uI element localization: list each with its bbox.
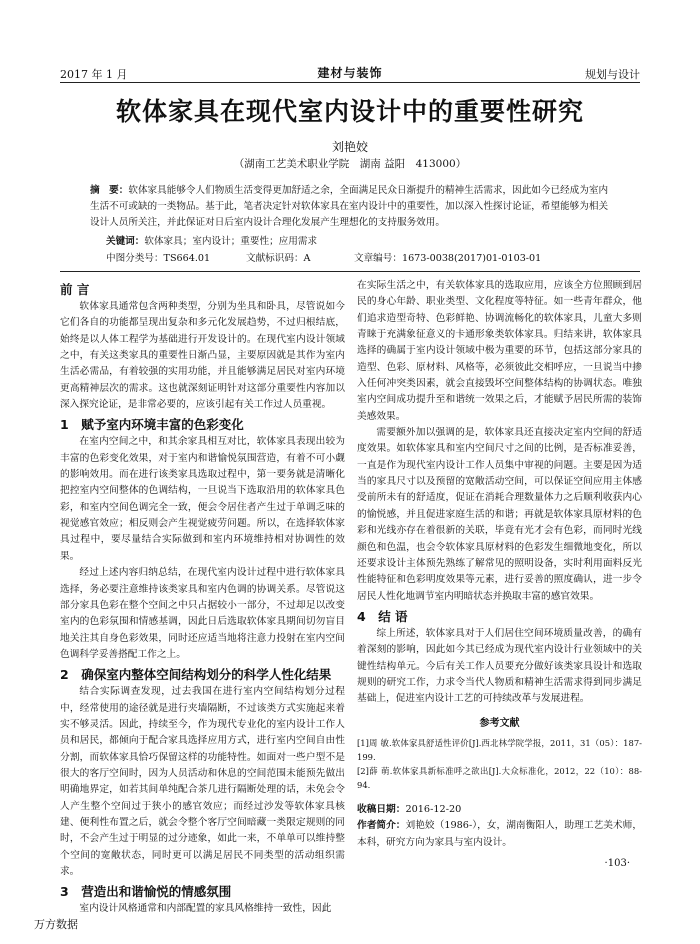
conclusion-paragraph: 综上所述，软体家具对于人们居住空间环境质量改善，的确有着深刻的影响，因此如今其已经成为现代室内设计行业领域中的关键性结构单元。今后有关工作人员要充分做好该类家具设计和选取规则的研究工作，力求令当代人物质和精神生活需求得到同步满足基础上，促进室内设计工艺的可持续改革与发展进程。 bbox=[357, 627, 642, 705]
intro-paragraph: 软体家具通常包含两种类型，分别为坐具和卧具，尽管说如今它们各自的功能都呈现出复杂和多元化发展趋势，不过归根结底，始终是以人体工程学为基础进行开发设计的。在现代室内设计领域之中，有关这类家具的重要性日渐凸显，主要原因就是其作为室内生活必需品，有着较强的实用功能，并且能够满足居民对室内环境更高精神层次的需求。这也就深刻证明针对这部分重要性内容加以深入探究论证，是非常必要的，应该引起有关工作过人员重视。 bbox=[60, 301, 345, 411]
affiliation: （湖南工艺美术职业学院 湖南 益阳 413000） bbox=[233, 158, 467, 170]
footer-watermark: 万方数据 bbox=[34, 918, 78, 931]
body-paragraph: 需要额外加以强调的是，软体家具还直接决定室内空间的舒适度效果。如软体家具和室内空间尺寸之间的比例，是否标准妥善，一直是作为现代室内设计工作人员集中审视的问题。主要是因为适当的家具尺寸以及预留的宽敞活动空间，可以保证空间应用主体感受前所未有的舒适度，促证在消耗合理数量体力之后顺利收获内心的愉悦感，并且促进家庭生活的和谐；再就是软体家具原材料的色彩和光线亦存在着很新的关联，毕竟有光才会有色彩，而同时光线颜色和色温，也会令软体家具原材料的色彩发生细微地变化，所以还要求设计主体预先熟练了解常见的照明设备，实时利用面料反光性能特征和色彩明度效果等元素，进行妥善的照度确认，进一步令居民人性化地调节室内明暗状态并换取丰富的感官效果。 bbox=[357, 427, 642, 602]
section-3-paragraph: 室内设计风格通常和内部配置的家具风格维持一致性，因此 bbox=[79, 903, 332, 915]
abstract-label: 摘 要： bbox=[90, 185, 129, 196]
received-label: 收稿日期： bbox=[357, 803, 406, 815]
section-2-paragraph: 结合实际调查发现，过去我国在进行室内空间结构划分过程中，经常使用的途径就是进行夹墙隔断，不过该类方式实施起来着实不够灵活。因此，持续至今，作为现代专业化的室内设计工作人员和居民，都倾向于配合家具选择应用方式，进行室内空间自由性分割，而软体家具恰巧保留这样的功能特性。如面对一些户型不是很大的客厅空间时，因为人员活动和休息的空间范围未能预先做出明确地界定，如若其间单纯配合茶几进行隔断处理的话，未免会令人产生整个空间过于狭小的感官效应；而经过沙发等软体家具核建、便利性布置之后，就会令整个客厅空间暗藏一类限定规则的同时，不会产生过于明显的过分迹象，如此一来，不单单可以维持整个空间的宽敞状态，同时更可以满足居民不同类型的活动组织需求。 bbox=[60, 686, 345, 877]
abstract bbox=[90, 183, 610, 231]
intro-heading: 前 言 bbox=[60, 282, 90, 297]
author-bio bbox=[357, 818, 642, 851]
paper-title: 软体家具在现代室内设计中的重要性研究 bbox=[115, 97, 584, 126]
references-heading: 参考文献 bbox=[479, 717, 520, 729]
article-number: 文章编号：1673-0038(2017)01-0103-01 bbox=[354, 253, 542, 264]
body-paragraph: 在实际生活之中，有关软体家具的选取应用，应该全方位照顾到居民的身心年龄、职业类型、文化程度等特征。如一些青年群众，他们追求造型奇特、色彩鲜艳、协调流畅化的软体家具，儿童大多则青睐于充满象征意义的卡通形象类软体家具。归结来讲，软体家具选择的确属于室内设计领域中极为重要的环节，包括这部分家具的造型、色彩、原材料、风格等，必须彼此交相呼应，一旦说当中掺入任何冲突类因素，就会直接毁坏空间整体结构的协调状态。唯独室内空间成功提升至和谐统一效果之后，才能赋予居民所需的装饰美感效果。 bbox=[357, 280, 642, 422]
reference-item: [2]薛 萌.软体家具新标准呼之欲出[J].大众标准化，2012，22（10）：88-94. bbox=[357, 765, 642, 790]
page-number: ·103· bbox=[604, 858, 630, 869]
section-3-heading: 3 营造出和谐愉悦的情感氛围 bbox=[60, 884, 232, 900]
abstract-rule bbox=[60, 271, 640, 272]
section-1-paragraph: 经过上述内容归纳总结，在现代室内设计过程中进行软体家具选择，务必要注意维持该类家具和室内色调的协调关系。尽管说这部分家具色彩在整个空间之中只占据较小一部分，不过却足以改变室内的色彩氛围和情感基调，因此日后选取软体家具期间切勿盲目地关注其自身色彩效果，同时还应适当地将注意力投射在室内空间色调科学妥善搭配工作之上。 bbox=[60, 567, 345, 660]
section-2-heading: 2 确保室内整体空间结构划分的科学人性化结果 bbox=[60, 667, 332, 683]
right-column bbox=[357, 278, 642, 851]
keywords-text: 软体家具；室内设计；重要性；应用需求 bbox=[144, 236, 318, 247]
bio-text: 刘艳姣（1986-），女，湖南衡阳人，助理工艺美术师，本科，研究方向为家具与室内设计。 bbox=[357, 820, 643, 848]
keywords-label: 关键词： bbox=[106, 236, 145, 247]
abstract-text: 软体家具能够令人们物质生活变得更加舒适之余，全面满足民众日渐提升的精神生活需求，因此如今已经成为室内生活不可或缺的一类物品。基于此，笔者决定针对软体家具在室内设计中的重要性，加以深入性探讨论证，希望能够为相关设计人员所关注，并此保证对日后室内设计合理化发展产生理想化的支持服务效用。 bbox=[90, 185, 609, 228]
author: 刘艳姣 bbox=[331, 140, 368, 154]
left-column bbox=[60, 278, 345, 918]
bio-label: 作者简介： bbox=[357, 820, 406, 832]
section-1-heading: 1 赋予室内环境丰富的色彩变化 bbox=[60, 417, 244, 433]
received-date bbox=[357, 802, 642, 818]
reference-item: [1]周 敏.软体家具舒适性评价[J].西北林学院学报，2011，31（05）：187-199. bbox=[357, 737, 642, 762]
conclusion-heading: 4 结 语 bbox=[357, 608, 408, 624]
document-code: 文献标识码：A bbox=[246, 253, 311, 264]
header-journal: 建材与装饰 bbox=[317, 66, 383, 80]
header-rule bbox=[60, 82, 640, 83]
header-date: 2017 年 1 月 bbox=[60, 68, 128, 81]
header-section: 规划与设计 bbox=[585, 68, 640, 81]
received-value: 2016-12-20 bbox=[405, 803, 462, 815]
clc-number: 中图分类号：TS664.01 bbox=[106, 253, 211, 264]
keywords bbox=[106, 233, 317, 247]
section-1-paragraph: 在室内空间之中，和其余家具相互对比，软体家具表现出较为丰富的色彩变化效果，对于室内和谐愉悦氛围营造，有着不可小觑的影响效用。而在进行该类家具选取过程中，第一要务就是清晰化把控室内空间整体的色调结构，一旦说当下选取沿用的软体家具色彩，和室内空间色调完全一致，便会令居住者产生过于单调乏味的视觉感官效应；相反则会产生视觉疲劳问题。所以，在选择软体家具过程中，要尽量结合实际做到和室内环境维持相对协调性的效果。 bbox=[60, 436, 345, 562]
